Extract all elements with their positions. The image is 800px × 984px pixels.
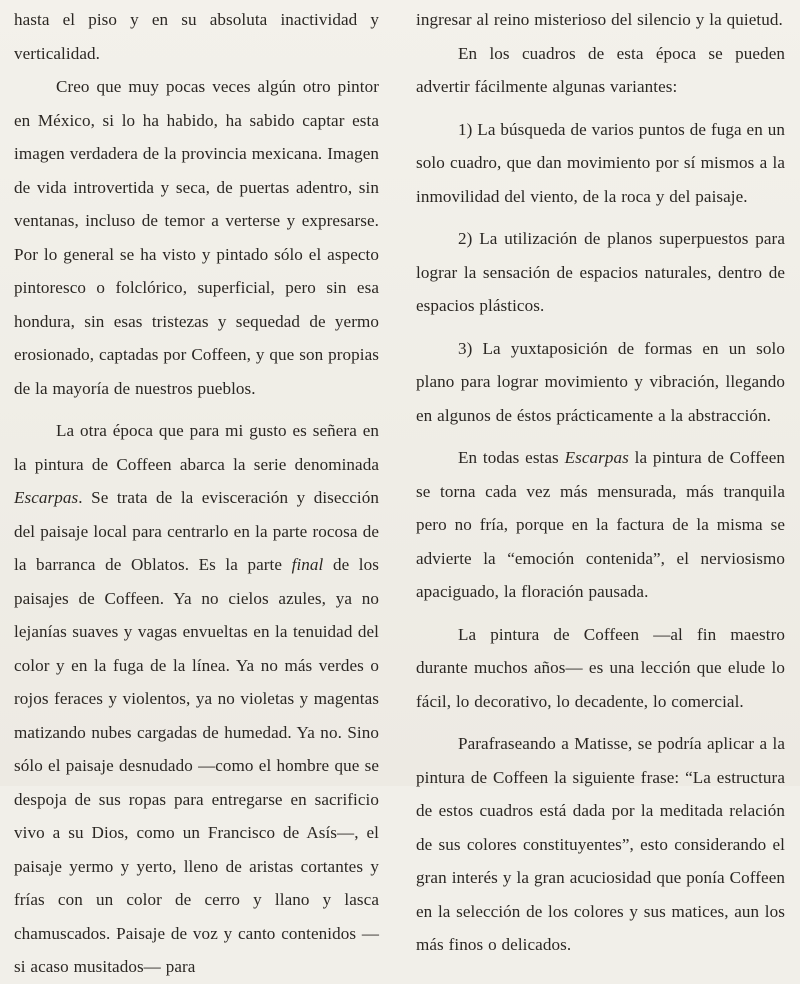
paragraph-provincia: Creo que muy pocas veces algún otro pintor en México, si lo ha habido, ha sabido captar esta imagen verdadera de la provincia mexicana. Imagen de vida introvertida y seca, de puertas adentro, sin ventanas, incluso de temor a verterse y expresarse. Por lo general se ha visto y pintado sólo el aspecto pintoresco o folclórico, superficial, pero sin esa hondura, sin esas tristezas y sequedad de yermo erosionado, captadas por Coffeen, y que son propias de la mayoría de nuestros pueblos.	[14, 77, 379, 398]
paragraph-matisse: Parafraseando a Matisse, se podría aplicar a la pintura de Coffeen la siguiente frase: “La estructura de estos cuadros está dada por la meditada relación de sus colores constituyentes”, esto considerando el gran interés y la gran acuciosidad que ponía Coffeen en la selección de los colores y sus matices, aun los más finos o delicados.	[416, 734, 785, 954]
italic-escarpas: Escarpas	[14, 488, 79, 507]
left-text-column	[14, 3, 379, 984]
italic-escarpas: Escarpas	[564, 448, 629, 467]
list-item-3: 3) La yuxtaposición de formas en un solo plano para lograr movimiento y vibración, llegando en algunos de éstos prácticamente a la abstracción.	[416, 338, 785, 425]
text-span: de los paisajes de Coffeen. Ya no cielos azules, ya no lejanías suaves y vagas envueltas en la tenuidad del color y en la fuga de la línea. Ya no más verdes o rojos feraces y violentos, ya no violetas y magentas matizando nubes cargadas de humedad. Ya no. Sino sólo el paisaje desnudado —como el hombre que se despoja de sus ropas para entregarse en sacrificio vivo a su Dios, como un Francisco de Asís—, el paisaje yermo y yerto, lleno de aristas cortantes y frías con un color de cerro y llano y lasca chamuscados. Paisaje de voz y canto contenidos —si acaso musitados— para	[14, 555, 379, 976]
paragraph-variantes: En los cuadros de esta época se pueden advertir fácilmente algunas variantes:	[416, 43, 785, 96]
list-item-2: 2) La utilización de planos superpuestos para lograr la sensación de espacios naturales, dentro de espacios plásticos.	[416, 229, 785, 315]
italic-final: final	[291, 555, 324, 574]
paragraph-leccion: La pintura de Coffeen —al fin maestro durante muchos años— es una lección que elude lo fácil, lo decorativo, lo decadente, lo comercial.	[416, 624, 785, 711]
paragraph-escarpas-epoca	[14, 414, 379, 984]
text-span: La otra época que para mi gusto es señera en la pintura de Coffeen abarca la serie denominada	[14, 421, 379, 474]
list-item-1: 1) La búsqueda de varios puntos de fuga en un solo cuadro, que dan movimiento por sí mismos a la inmovilidad del viento, de la roca y del paisaje.	[416, 119, 785, 206]
paragraph-continuation: hasta el piso y en su absoluta inactividad y verticalidad.	[14, 10, 379, 63]
text-span: la pintura de Coffeen se torna cada vez más mensurada, más tranquila pero no fría, porque en la factura de la misma se advierte la “emoción contenida”, el nerviosismo apaciguado, la floración pausada.	[416, 448, 785, 601]
paragraph-escarpas-pintura	[416, 441, 785, 609]
right-text-column	[416, 3, 785, 962]
text-span: En todas estas	[458, 448, 565, 467]
paragraph-continuation: ingresar al reino misterioso del silencio y la quietud.	[416, 10, 783, 29]
text-span: . Se trata de la evisceración y disección del paisaje local para centrarlo en la parte rocosa de la barranca de Oblatos. Es la parte	[14, 488, 379, 574]
